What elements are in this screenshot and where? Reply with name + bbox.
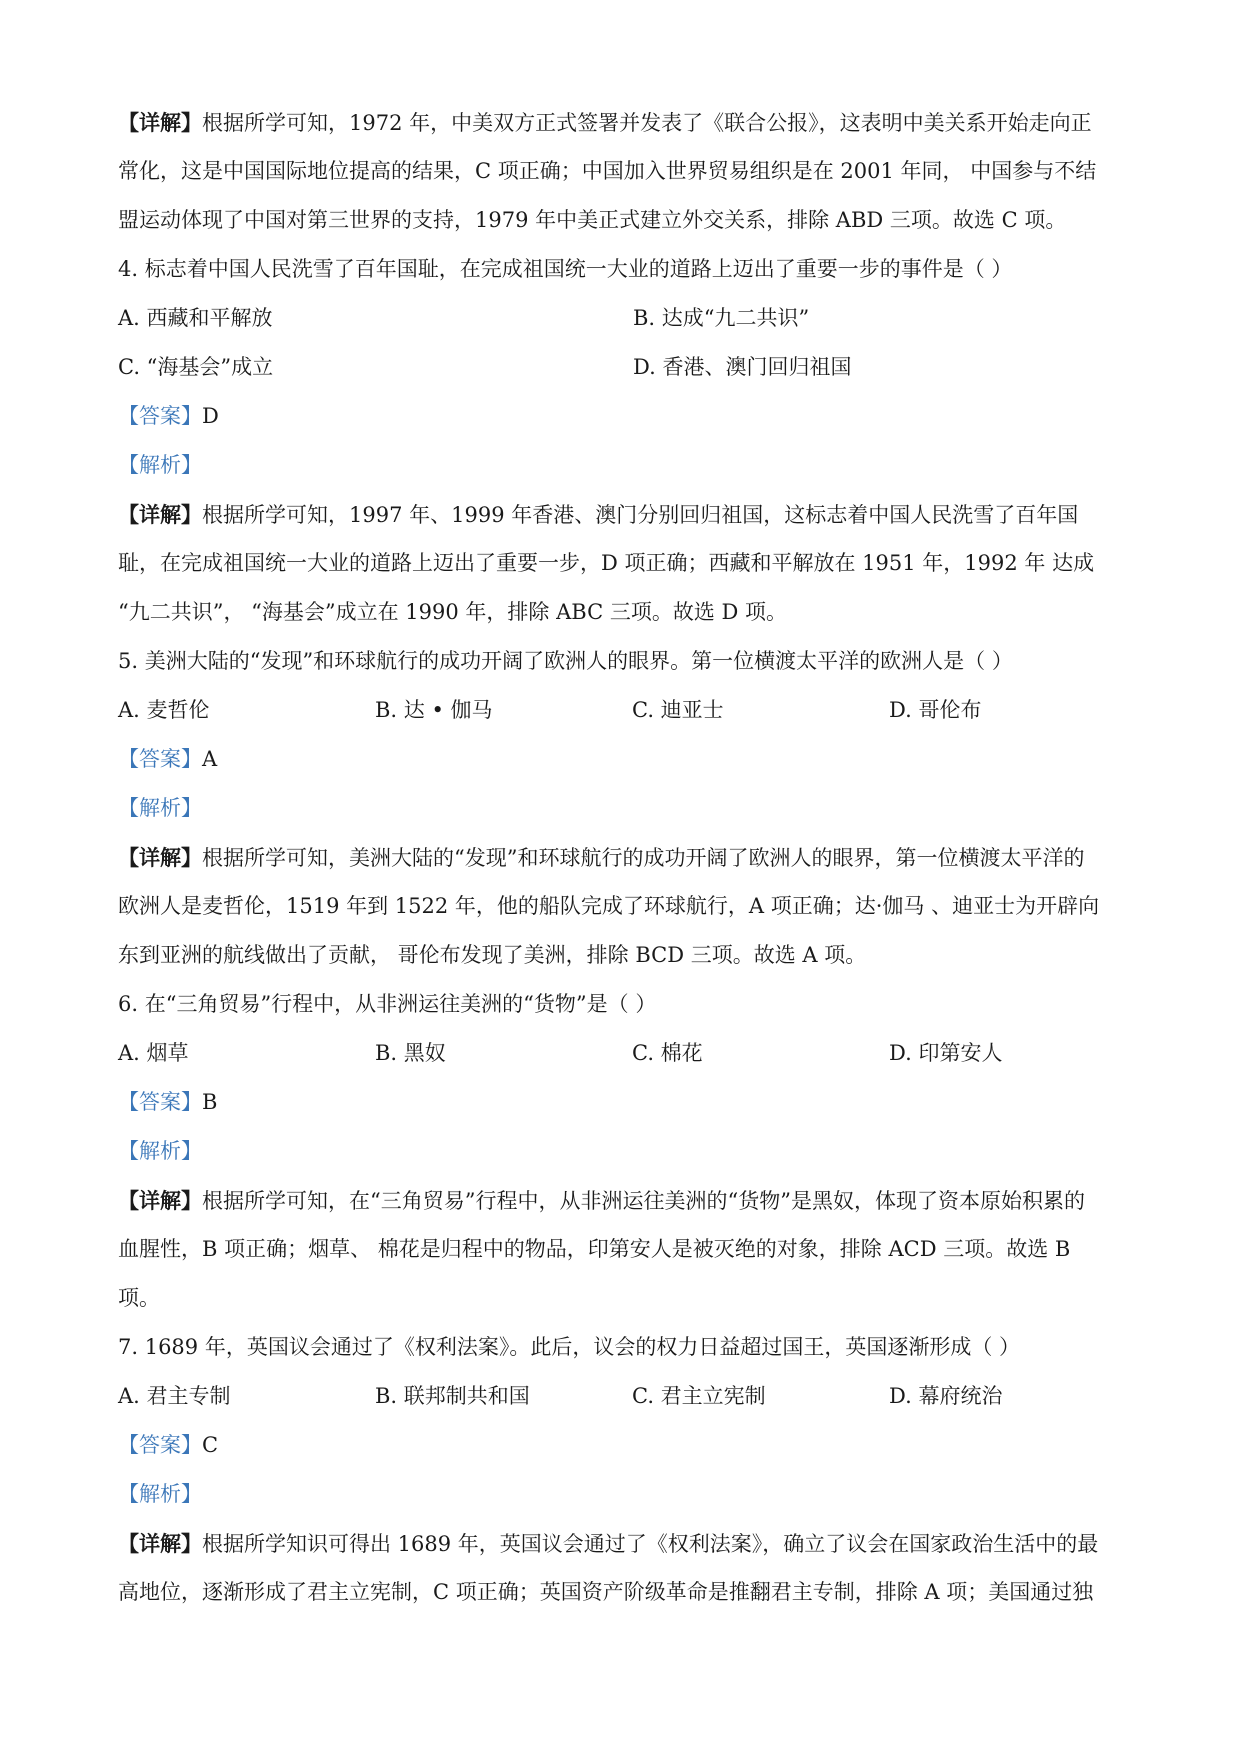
answer-line	[118, 1421, 1148, 1470]
document-page	[118, 98, 1148, 1617]
answer-value: B	[202, 1090, 218, 1114]
detail-label: 【详解】	[118, 1531, 202, 1556]
option-b: B. 联邦制共和国	[375, 1384, 530, 1408]
detail-label: 【详解】	[118, 110, 202, 135]
analysis-label: 【解析】	[118, 453, 202, 477]
detail-row: 欧洲人是麦哲伦，1519 年到 1522 年，他的船队完成了环球航行，A 项正确；达·伽马 、迪亚士为开辟向	[118, 894, 1100, 918]
detail-row: 【详解】根据所学可知，在“三角贸易”行程中，从非洲运往美洲的“货物”是黑奴，体现了资本原始积累的	[118, 1188, 1085, 1213]
detail-row: 【详解】根据所学可知，1972 年，中美双方正式签署并发表了《联合公报》，这表明中美关系开始走向正	[118, 110, 1092, 135]
detail-row: 东到亚洲的航线做出了贡献， 哥伦布发现了美洲，排除 BCD 三项。故选 A 项。	[118, 943, 867, 967]
detail-row: 项。	[118, 1286, 160, 1310]
detail-label: 【详解】	[118, 502, 202, 527]
detail-label: 【详解】	[118, 1188, 202, 1213]
options-row	[118, 294, 1148, 343]
option-b: B. 达成“九二共识”	[633, 306, 810, 330]
option-c: C. “海基会”成立	[118, 355, 274, 379]
question-6	[118, 980, 1148, 1323]
answer-value: D	[202, 404, 219, 428]
detail-paragraph	[118, 1176, 1148, 1323]
analysis-label: 【解析】	[118, 1482, 202, 1506]
option-a: A. 麦哲伦	[118, 698, 210, 722]
detail-paragraph	[118, 1519, 1148, 1617]
option-c: C. 棉花	[632, 1041, 703, 1065]
detail-label: 【详解】	[118, 845, 202, 870]
question-stem: 6. 在“三角贸易”行程中，从非洲运往美洲的“货物”是（ ）	[118, 992, 657, 1016]
answer-line	[118, 735, 1148, 784]
detail-row: 【详解】根据所学知识可得出 1689 年，英国议会通过了《权利法案》，确立了议会在国家政治生活中的最	[118, 1531, 1099, 1556]
detail-row: 盟运动体现了中国对第三世界的支持，1979 年中美正式建立外交关系，排除 ABD 三项。故选 C 项。	[118, 208, 1067, 232]
detail-row: 常化，这是中国国际地位提高的结果，C 项正确；中国加入世界贸易组织是在 2001 年同， 中国参与不结	[118, 159, 1097, 183]
options-row	[118, 1029, 1148, 1078]
analysis-label: 【解析】	[118, 796, 202, 820]
answer-value: C	[202, 1433, 219, 1457]
option-d: D. 哥伦布	[889, 698, 982, 722]
question-5	[118, 637, 1148, 980]
answer-value: A	[202, 747, 218, 771]
question-stem: 7. 1689 年，英国议会通过了《权利法案》。此后，议会的权力日益超过国王，英国逐渐形成（ ）	[118, 1335, 1021, 1359]
detail-row: 血腥性，B 项正确；烟草、 棉花是归程中的物品，印第安人是被灭绝的对象，排除 ACD 三项。故选 B	[118, 1237, 1071, 1261]
option-d: D. 印第安人	[889, 1041, 1003, 1065]
option-b: B. 达 • 伽马	[375, 698, 493, 722]
options-row	[118, 1372, 1148, 1421]
option-a: A. 君主专制	[118, 1384, 231, 1408]
options-row	[118, 343, 1148, 392]
answer-line	[118, 1078, 1148, 1127]
detail-row: 【详解】根据所学可知，1997 年、1999 年香港、澳门分别回归祖国，这标志着中国人民洗雪了百年国	[118, 502, 1079, 527]
detail-paragraph-q3	[118, 98, 1148, 245]
option-c: C. 君主立宪制	[632, 1384, 766, 1408]
option-d: D. 幕府统治	[889, 1384, 1003, 1408]
detail-row: 耻，在完成祖国统一大业的道路上迈出了重要一步，D 项正确；西藏和平解放在 1951 年，1992 年 达成	[118, 551, 1095, 575]
answer-line	[118, 392, 1148, 441]
option-c: C. 迪亚士	[632, 698, 724, 722]
options-row	[118, 686, 1148, 735]
detail-paragraph	[118, 833, 1148, 980]
detail-row: 高地位，逐渐形成了君主立宪制，C 项正确；英国资产阶级革命是推翻君主专制，排除 A 项；美国通过独	[118, 1580, 1094, 1604]
answer-label: 【答案】	[118, 1433, 202, 1457]
question-7	[118, 1323, 1148, 1617]
detail-row: “九二共识”， “海基会”成立在 1990 年，排除 ABC 三项。故选 D 项。	[118, 600, 788, 624]
detail-paragraph	[118, 490, 1148, 637]
question-4	[118, 245, 1148, 637]
detail-row: 【详解】根据所学可知，美洲大陆的“发现”和环球航行的成功开阔了欧洲人的眼界，第一位横渡太平洋的	[118, 845, 1085, 870]
answer-label: 【答案】	[118, 1090, 202, 1114]
option-b: B. 黑奴	[375, 1041, 446, 1065]
question-stem: 5. 美洲大陆的“发现”和环球航行的成功开阔了欧洲人的眼界。第一位横渡太平洋的欧洲人是（ ）	[118, 649, 1013, 673]
answer-label: 【答案】	[118, 747, 202, 771]
answer-label: 【答案】	[118, 404, 202, 428]
question-stem: 4. 标志着中国人民洗雪了百年国耻，在完成祖国统一大业的道路上迈出了重要一步的事件是（ ）	[118, 257, 1013, 281]
analysis-label: 【解析】	[118, 1139, 202, 1163]
option-a: A. 西藏和平解放	[118, 306, 273, 330]
option-a: A. 烟草	[118, 1041, 189, 1065]
option-d: D. 香港、澳门回归祖国	[633, 355, 852, 379]
